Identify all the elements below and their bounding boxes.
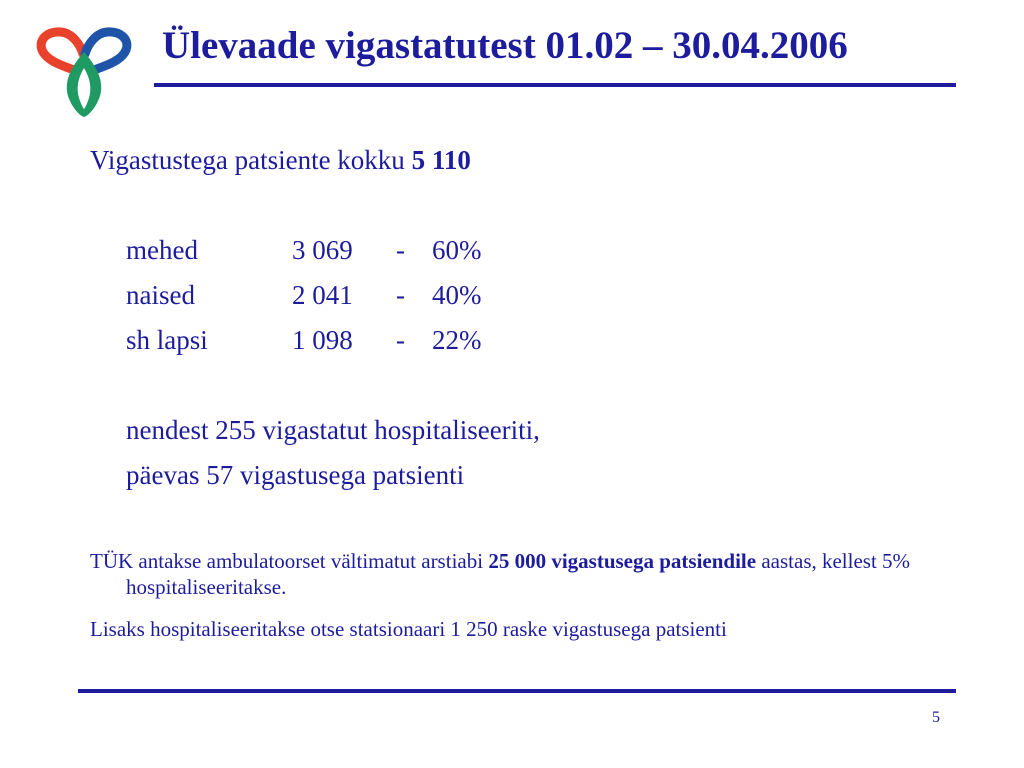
stat-dash: - [396, 280, 405, 310]
total-patients-value: 5 110 [411, 145, 471, 175]
stat-dash: - [396, 325, 405, 355]
organization-logo-icon [34, 24, 134, 120]
stat-row-women [126, 277, 546, 313]
hospitalized-line: nendest 255 vigastatut hospitaliseeriti, [126, 415, 540, 445]
ambulatory-care-paragraph [90, 548, 926, 600]
stat-value: 3 069 [292, 235, 353, 265]
total-patients-label: Vigastustega patsiente kokku [90, 145, 405, 175]
inpatient-paragraph: Lisaks hospitaliseeritakse otse statsionaari 1 250 raske vigastusega patsienti [90, 617, 727, 641]
stat-dash: - [396, 235, 405, 265]
footer-divider [78, 689, 956, 693]
stat-value: 2 041 [292, 280, 353, 310]
stat-row-men [126, 232, 546, 268]
stat-percent: 40% [432, 280, 482, 310]
page-number: 5 [932, 709, 940, 726]
stat-label: naised [126, 280, 195, 310]
title-divider [154, 83, 956, 87]
total-patients-line [90, 142, 471, 178]
daily-patients-line: päevas 57 vigastusega patsienti [126, 460, 465, 490]
stat-percent: 60% [432, 235, 482, 265]
stat-label: mehed [126, 235, 198, 265]
slide-title: Ülevaade vigastatutest 01.02 – 30.04.2006 [162, 24, 848, 67]
ambulatory-care-text: TÜK antakse ambulatoorset vältimatut arstiabi [90, 549, 489, 573]
stat-label: sh lapsi [126, 325, 208, 355]
ambulatory-care-text-end: aastas, kellest 5% hospitaliseeritakse. [126, 549, 911, 599]
stat-percent: 22% [432, 325, 482, 355]
stat-row-children [126, 322, 546, 358]
ambulatory-care-highlight: 25 000 vigastusega patsiendile [488, 549, 757, 573]
stat-value: 1 098 [292, 325, 353, 355]
